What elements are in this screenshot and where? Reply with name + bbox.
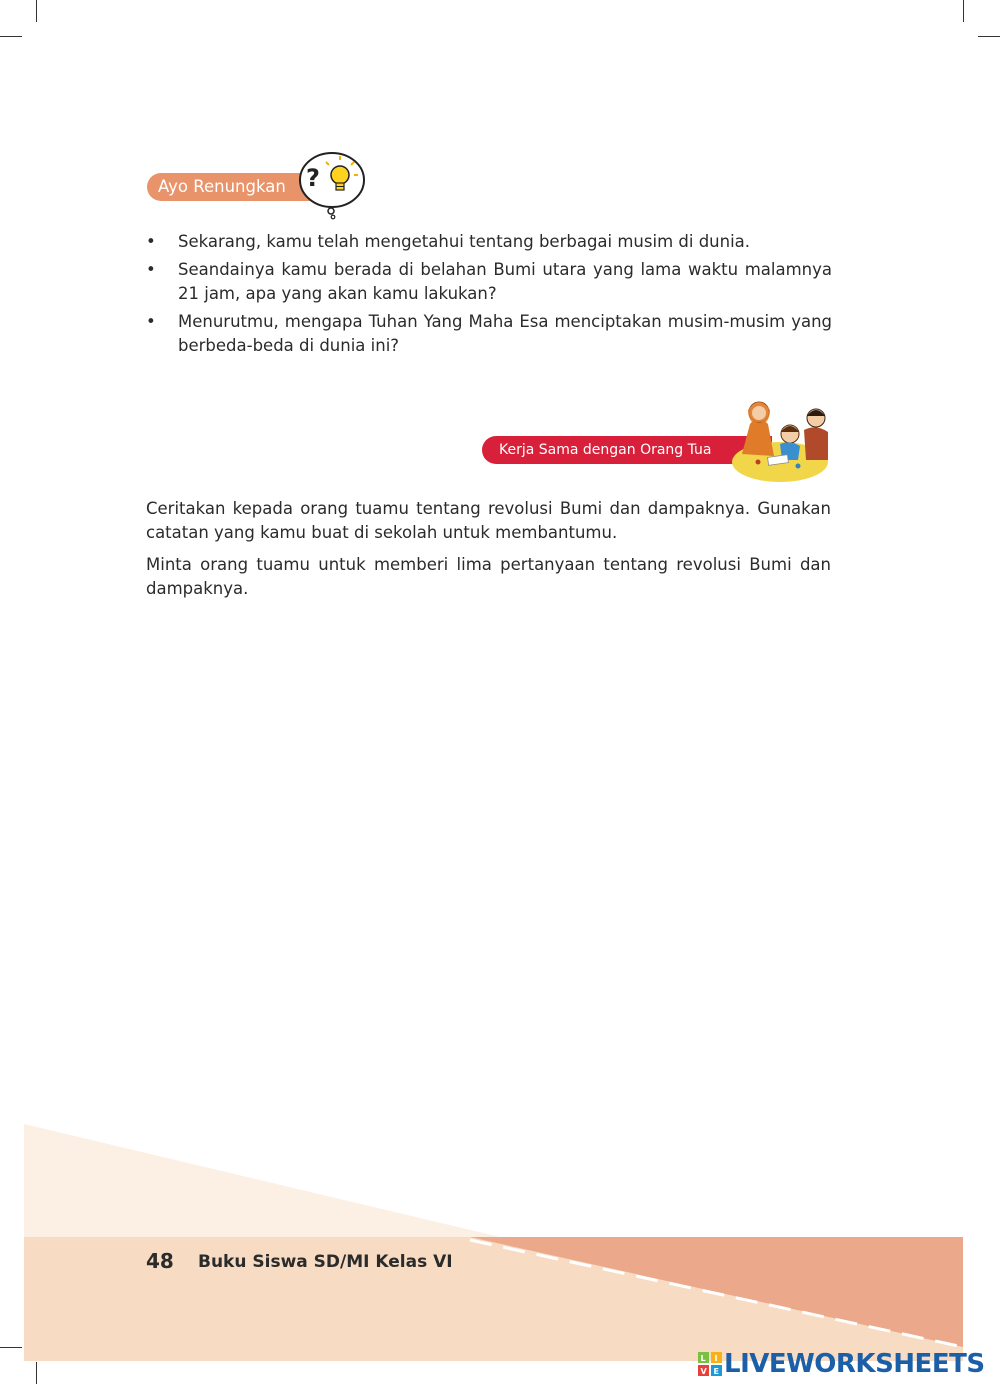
list-item-text: Sekarang, kamu telah mengetahui tentang berbagai musim di dunia. bbox=[178, 232, 751, 251]
svg-text:V: V bbox=[700, 1367, 707, 1376]
instruction-paragraph-1: Ceritakan kepada orang tuamu tentang revolusi Bumi dan dampaknya. Gunakan catatan yang kamu buat di sekolah untuk membantumu. bbox=[146, 499, 831, 542]
book-title: Buku Siswa SD/MI Kelas VI bbox=[198, 1252, 453, 1272]
page-number: 48 bbox=[146, 1249, 174, 1273]
kerja-sama-label: Kerja Sama dengan Orang Tua bbox=[499, 442, 712, 458]
liveworksheets-wordmark[interactable]: LIVEWORKSHEETS bbox=[724, 1349, 985, 1379]
instruction-paragraph-2: Minta orang tuamu untuk memberi lima pertanyaan tentang revolusi Bumi dan dampaknya. bbox=[146, 555, 831, 598]
list-item-text: Seandainya kamu berada di belahan Bumi utara yang lama waktu malamnya 21 jam, apa yang akan kamu lakukan? bbox=[178, 260, 832, 303]
list-item-text: Menurutmu, mengapa Tuhan Yang Maha Esa menciptakan musim-musim yang berbeda-beda di dunia ini? bbox=[178, 312, 832, 355]
svg-text:L: L bbox=[700, 1354, 706, 1363]
liveworksheets-logo bbox=[698, 1348, 998, 1380]
list-item: • Seandainya kamu berada di belahan Bumi utara yang lama waktu malamnya 21 jam, apa yang akan kamu lakukan? bbox=[146, 260, 832, 303]
svg-text:I: I bbox=[714, 1354, 718, 1363]
list-item: • Menurutmu, mengapa Tuhan Yang Maha Esa menciptakan musim-musim yang berbeda-beda di dunia ini? bbox=[146, 312, 832, 355]
ayo-renungkan-label: Ayo Renungkan bbox=[158, 177, 286, 196]
live-badge-icon bbox=[698, 1352, 722, 1376]
svg-text:?: ? bbox=[306, 164, 320, 192]
list-item: • Sekarang, kamu telah mengetahui tentang berbagai musim di dunia. bbox=[146, 232, 751, 251]
svg-text:E: E bbox=[713, 1367, 719, 1376]
